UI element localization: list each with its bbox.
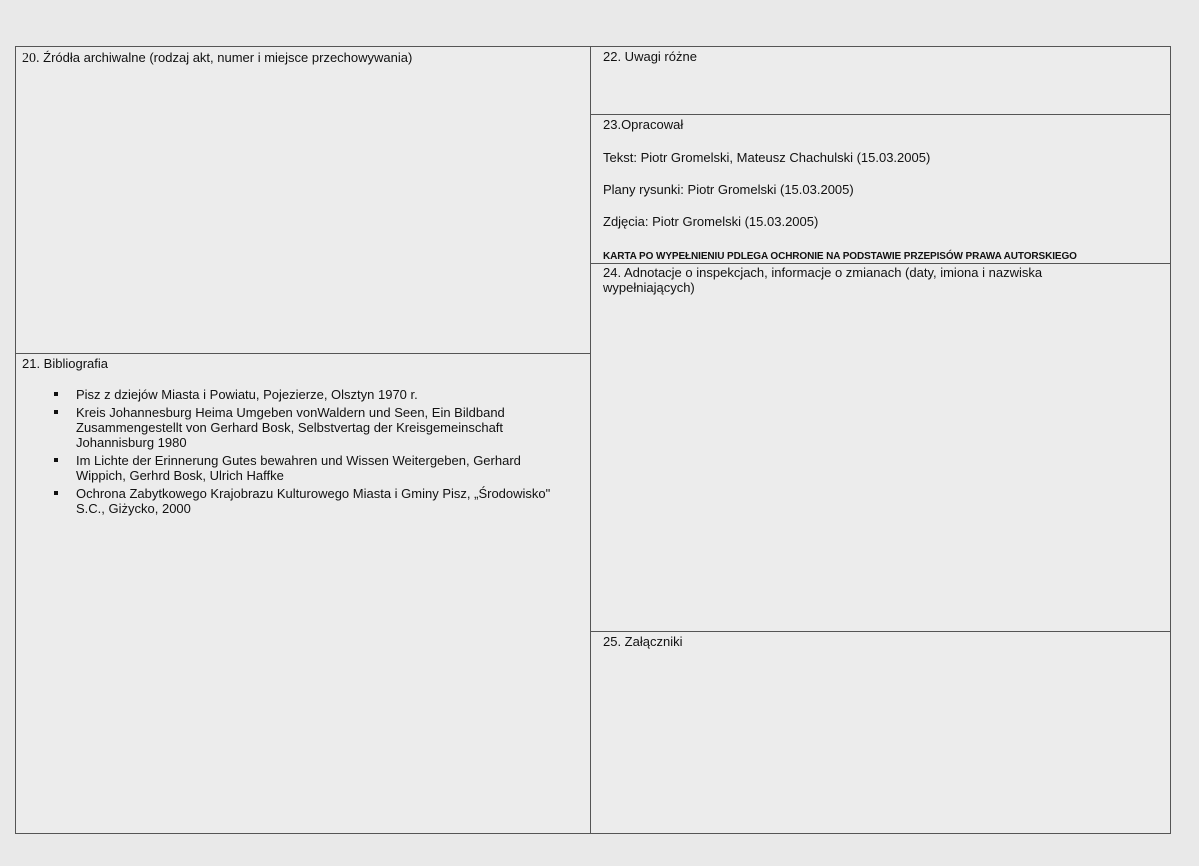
section-23-label: 23.Opracował — [603, 117, 684, 132]
list-item — [54, 486, 574, 516]
section-20-archival-sources — [16, 47, 590, 353]
copyright-notice: KARTA PO WYPEŁNIENIU PDLEGA OCHRONIE NA PODSTAWIE PRZEPISÓW PRAWA AUTORSKIEGO — [603, 251, 1077, 262]
bibliography-item-text: Ochrona Zabytkowego Krajobrazu Kulturowego Miasta i Gminy Pisz, „Środowisko" S.C., Giżycko, 2000 — [76, 486, 551, 516]
square-bullet-icon — [54, 458, 58, 462]
list-item — [54, 387, 574, 402]
section-20-number: 20. — [22, 51, 40, 66]
section-24-label: 24. Adnotacje o inspekcjach, informacje o zmianach (daty, imiona i nazwiska wypełniających) — [603, 265, 1043, 295]
bibliography-item-text: Pisz z dziejów Miasta i Powiatu, Pojezierze, Olsztyn 1970 r. — [76, 387, 418, 402]
text-author: Tekst: Piotr Gromelski, Mateusz Chachulski (15.03.2005) — [603, 150, 931, 165]
list-item — [54, 453, 574, 483]
section-22-label: 22. Uwagi różne — [603, 49, 697, 64]
photos-author: Zdjęcia: Piotr Gromelski (15.03.2005) — [603, 214, 819, 229]
section-20-label — [22, 50, 412, 66]
form-sheet — [15, 46, 1171, 834]
section-25-attachments — [591, 631, 1171, 834]
section-21-label: 21. Bibliografia — [22, 356, 108, 371]
plans-author: Plany rysunki: Piotr Gromelski (15.03.2005) — [603, 182, 854, 197]
bibliography-list — [54, 387, 574, 519]
bibliography-item-text: Kreis Johannesburg Heima Umgeben vonWaldern und Seen, Ein Bildband Zusammengestellt von Gerhard Bosk, Selbstvertag der Kreisgemeinschaft Johannisburg 1980 — [76, 405, 505, 450]
section-24-inspection-notes — [591, 263, 1171, 631]
section-23-prepared-by — [591, 115, 1171, 263]
bibliography-item-text: Im Lichte der Erinnerung Gutes bewahren und Wissen Weitergeben, Gerhard Wippich, Gerhrd Bosk, Ulrich Haffke — [76, 453, 521, 483]
square-bullet-icon — [54, 392, 58, 396]
section-20-title: Źródła archiwalne (rodzaj akt, numer i miejsce przechowywania) — [43, 50, 413, 65]
square-bullet-icon — [54, 491, 58, 495]
list-item — [54, 405, 574, 450]
square-bullet-icon — [54, 410, 58, 414]
section-22-remarks — [591, 47, 1171, 115]
section-25-label: 25. Załączniki — [603, 634, 683, 649]
section-21-bibliography — [16, 353, 590, 834]
